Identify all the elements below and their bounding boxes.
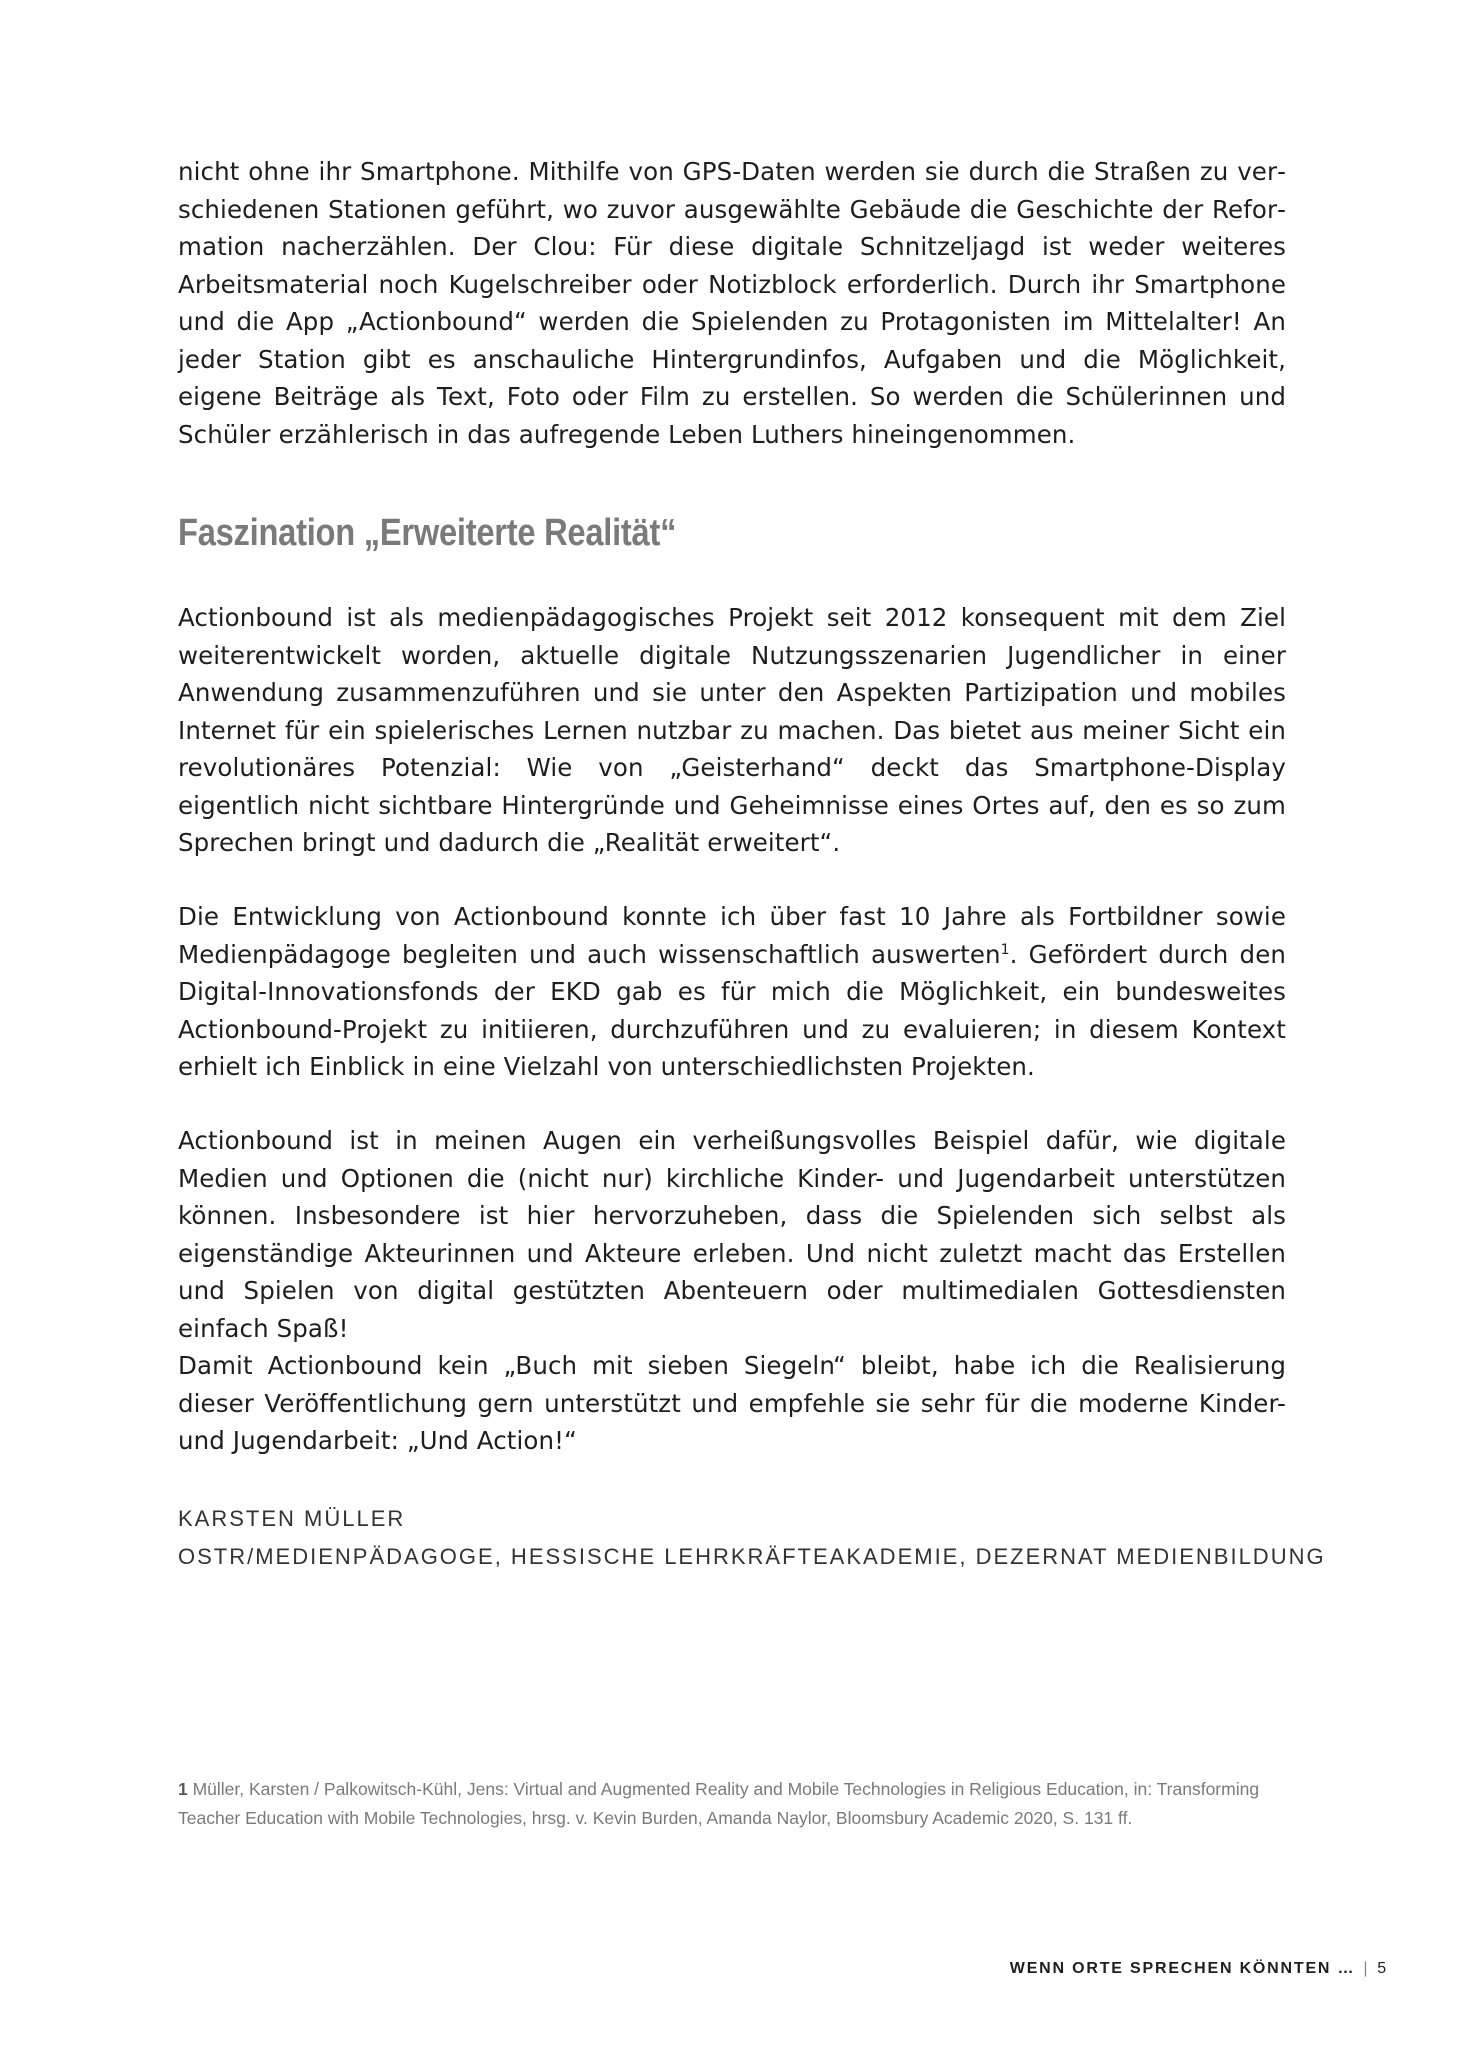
paragraph-intro: nicht ohne ihr Smartphone. Mithilfe von GPS-Daten werden sie durch die Straßen zu verschiedenen Stationen geführt, wo zuvor ausgewählte Gebäude die Geschichte der Reformation nacherzählen. Der Clou: Für diese digitale Schnitzeljagd ist weder weiteres Arbeitsmaterial noch Kugelschreiber oder Notizblock erforderlich. Durch ihr Smartphone und die App „Actionbound“ werden die Spielenden zu Protagonisten im Mittelalter! An jeder Station gibt es anschauliche Hintergrundinfos, Aufgaben und die Möglichkeit, eigene Beiträge als Text, Foto oder Film zu erstellen. So werden die Schülerinnen und Schüler erzählerisch in das aufregende Leben Luthers hineingenommen. xyxy=(178,157,1286,449)
page-footer xyxy=(1010,1960,1388,1978)
author-name: KARSTEN MÜLLER xyxy=(178,1506,406,1531)
footer-separator: | xyxy=(1363,1960,1370,1977)
section-heading: Faszination „Erweiterte Realität“ xyxy=(178,512,677,554)
author-position: OSTR/MEDIENPÄDAGOGE, HESSISCHE LEHRKRÄFTEAKADEMIE, DEZERNAT MEDIENBILDUNG xyxy=(178,1543,1326,1569)
footnote-reference: 1 xyxy=(1000,941,1010,958)
footnote-number: 1 xyxy=(178,1779,188,1799)
footnote xyxy=(178,1775,1286,1833)
running-title: WENN ORTE SPRECHEN KÖNNTEN … xyxy=(1009,1960,1356,1977)
paragraph-actionbound-project: Actionbound ist als medienpädagogisches Projekt seit 2012 konsequent mit dem Ziel weiterentwickelt worden, aktuelle digitale Nutzungsszenarien Jugendlicher in einer Anwendung zusammenzuführen und sie unter den Aspekten Partizipation und mobiles Internet für ein spielerisches Lernen nutzbar zu machen. Das bietet aus meiner Sicht ein revolutionäres Potenzial: Wie von „Geisterhand“ deckt das Smartphone-Display eigentlich nicht sichtbare Hintergründe und Geheimnisse eines Ortes auf, den es so zum Sprechen bringt und dadurch die „Realität erweitert“. xyxy=(178,603,1286,857)
paragraph-development-text-1: Die Entwicklung von Actionbound konnte ich über fast 10 Jahre als Fortbildner sowie Medienpädagoge begleiten und auch wissenschaftlich auswerten xyxy=(178,902,1286,969)
author-block xyxy=(178,1500,1326,1575)
footnote-text: Müller, Karsten / Palkowitsch-Kühl, Jens: Virtual and Augmented Reality and Mobile Technologies in Religious Education, in: Transforming Teacher Education with Mobile Technologies, hrsg. v. Kevin Burden, Amanda Naylor, Bloomsbury Academic 2020, S. 131 ff. xyxy=(178,1779,1260,1828)
paragraph-development xyxy=(178,898,1286,1086)
page-number: 5 xyxy=(1377,1960,1388,1977)
paragraph-development-text-2: . Gefördert durch den Digital-Innovationsfonds der EKD gab es für mich die Möglichkeit, ein bundesweites Actionbound-Projekt zu initiieren, durchzuführen und zu evaluieren; in diesem Kontext erhielt ich Einblick in eine Vielzahl von unterschiedlichsten Projekten. xyxy=(178,939,1287,1081)
paragraph-closing: Damit Actionbound kein „Buch mit sieben Siegeln“ bleibt, habe ich die Realisierung dieser Veröffentlichung gern unterstützt und empfehle sie sehr für die moderne Kinder- und Jugendarbeit: „Und Action!“ xyxy=(178,1351,1286,1455)
paragraph-promising-example: Actionbound ist in meinen Augen ein verheißungsvolles Beispiel dafür, wie digitale Medien und Optionen die (nicht nur) kirchliche Kinder- und Jugendarbeit unterstützen können. Insbesondere ist hier hervorzuheben, dass die Spielenden sich selbst als eigenständige Akteurinnen und Akteure erleben. Und nicht zuletzt macht das Erstellen und Spielen von digital gestützten Abenteuern oder multimedialen Gottesdiensten einfach Spaß! xyxy=(178,1126,1286,1343)
